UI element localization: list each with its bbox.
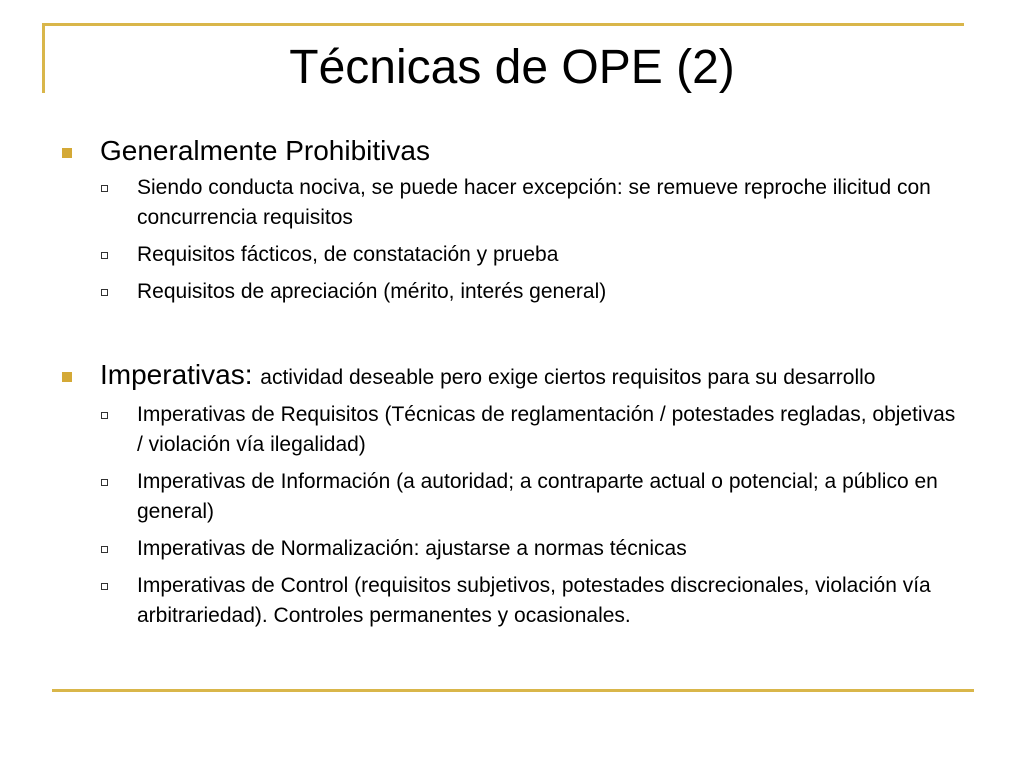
list-item-text: Siendo conducta nociva, se puede hacer excepción: se remueve reproche ilicitud con concurrencia requisitos: [137, 176, 931, 229]
top-frame-line: [42, 23, 964, 26]
list-item: [62, 571, 962, 631]
list-item-text: Imperativas de Control (requisitos subjetivos, potestades discrecionales, violación vía arbitrariedad). Controles permanentes y ocasionales.: [137, 574, 931, 627]
list-item: [62, 467, 962, 527]
hollow-square-bullet-icon: [101, 412, 108, 419]
list-item: [62, 173, 962, 233]
hollow-square-bullet-icon: [101, 289, 108, 296]
list-item-text: Requisitos fácticos, de constatación y prueba: [137, 243, 559, 266]
list-item-text: Requisitos de apreciación (mérito, interés general): [137, 280, 607, 303]
section-heading: Imperativas:: [100, 359, 261, 390]
hollow-square-bullet-icon: [101, 546, 108, 553]
slide-title: Técnicas de OPE (2): [289, 41, 735, 94]
hollow-square-bullet-icon: [101, 185, 108, 192]
sublist-imperativas: [62, 400, 962, 631]
sublist-prohibitivas: [62, 173, 962, 307]
section-imperativas: [62, 359, 962, 394]
bottom-frame-line: [52, 689, 974, 692]
square-bullet-icon: [62, 372, 72, 382]
hollow-square-bullet-icon: [101, 252, 108, 259]
list-item: [62, 277, 962, 307]
list-item-text: Imperativas de Normalización: ajustarse a normas técnicas: [137, 537, 687, 560]
list-item: [62, 534, 962, 564]
section-prohibitivas: [62, 135, 962, 167]
slide-content: [62, 135, 962, 638]
list-item: [62, 400, 962, 460]
section-heading-description: actividad deseable pero exige ciertos requisitos para su desarrollo: [260, 366, 876, 389]
hollow-square-bullet-icon: [101, 479, 108, 486]
list-item-text: Imperativas de Requisitos (Técnicas de reglamentación / potestades regladas, objetivas / violación vía ilegalidad): [137, 403, 956, 456]
list-item: [62, 240, 962, 270]
square-bullet-icon: [62, 148, 72, 158]
list-item-text: Imperativas de Información (a autoridad; a contraparte actual o potencial; a público en general): [137, 470, 938, 523]
section-heading: Generalmente Prohibitivas: [100, 135, 430, 166]
hollow-square-bullet-icon: [101, 583, 108, 590]
